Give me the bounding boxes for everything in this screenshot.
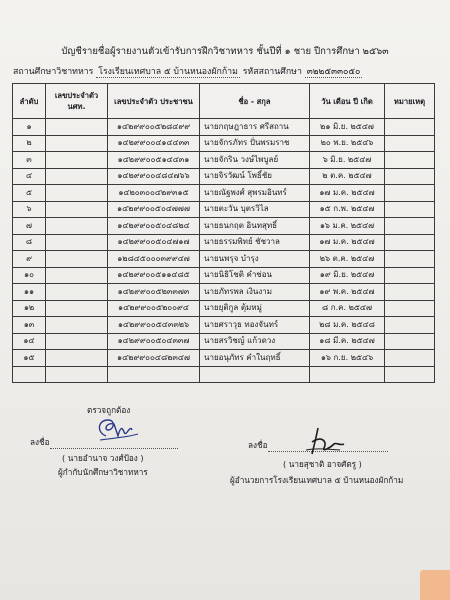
cell-note [385, 218, 435, 235]
table-row [13, 251, 435, 268]
left-signer-name: ( นายอำนาจ วงศ์ป้อง ) [62, 453, 144, 463]
cell-id: ๑๔๒๙๙๐๐๕๔๓๓๒๖ [108, 317, 200, 334]
cell-dob: ๑๘ มี.ค. ๒๕๔๗ [310, 333, 385, 350]
table-row [13, 201, 435, 218]
cell-name [200, 366, 310, 383]
cell-note [385, 267, 435, 284]
cell-no: ๗ [13, 218, 46, 235]
cell-no: ๙ [13, 251, 46, 268]
cell-note [385, 366, 435, 383]
table-row [13, 152, 435, 169]
cell-nst [46, 267, 108, 284]
header-note: หมายเหตุ [385, 84, 435, 119]
header-no: ลำดับ [13, 84, 46, 119]
cell-id: ๑๔๒๙๙๐๐๕๐๔๗๗๗ [108, 201, 200, 218]
cell-dob: ๑๕ ก.พ. ๒๕๔๗ [310, 201, 385, 218]
cell-dob: ๑๙ มิ.ย. ๒๕๔๗ [310, 267, 385, 284]
table-row [13, 267, 435, 284]
cell-id: ๑๔๒๙๙๐๐๕๒๐๐๙๔ [108, 300, 200, 317]
cell-dob: ๑๗ ม.ค. ๒๕๔๗ [310, 185, 385, 202]
cell-id: ๑๔๒๙๙๐๐๕๑๔๔๓๑ [108, 152, 200, 169]
cell-name: นายณัฐพงศ์ สุพรมอินทร์ [200, 185, 310, 202]
cell-id: ๑๔๒๙๙๐๐๕๐๔๗๑๗ [108, 234, 200, 251]
table-row [13, 366, 435, 383]
cell-id: ๑๔๒๙๙๐๐๔๑๔๔๓๓ [108, 135, 200, 152]
document-title: บัญชีรายชื่อผู้รายงานตัวเข้ารับการฝึกวิชาทหาร ชั้นปีที่ ๑ ชาย ปีการศึกษา ๒๕๖๓ [61, 46, 389, 57]
school-label: สถานศึกษาวิชาทหาร [13, 67, 94, 77]
header-dob: วัน เดือน ปี เกิด [310, 84, 385, 119]
table-row [13, 234, 435, 251]
cell-name: นายธนกฤต อินทสุทธิ์ [200, 218, 310, 235]
cell-no: ๑๐ [13, 267, 46, 284]
cell-no: ๑๓ [13, 317, 46, 334]
cell-dob: ๘ ก.ค. ๒๕๔๗ [310, 300, 385, 317]
table-row [13, 300, 435, 317]
cell-dob: ๑๗ ม.ค. ๒๕๔๗ [310, 234, 385, 251]
cell-note [385, 333, 435, 350]
right-signature-mark [300, 424, 350, 458]
cell-dob [310, 366, 385, 383]
cell-id: ๑๔๒๙๙๐๐๕๒๓๓๗๓ [108, 284, 200, 301]
table-row [13, 185, 435, 202]
cell-dob: ๒๑ มิ.ย. ๒๕๔๗ [310, 119, 385, 136]
cell-id: ๑๔๒๐๓๐๐๔๒๙๓๑๕ [108, 185, 200, 202]
cell-nst [46, 218, 108, 235]
cell-name: นายศราวุธ ทองจันทร์ [200, 317, 310, 334]
cell-no: ๑๕ [13, 350, 46, 367]
table-row [13, 119, 435, 136]
cell-nst [46, 333, 108, 350]
cell-name: นายสรวิชญ์ แก้วดวง [200, 333, 310, 350]
cell-no: ๑๔ [13, 333, 46, 350]
cell-nst [46, 300, 108, 317]
right-sign-label: ลงชื่อ [248, 440, 268, 450]
cell-no: ๑๒ [13, 300, 46, 317]
cell-note [385, 135, 435, 152]
cell-name: นายจิรวัฒน์ โพธิ์ชัย [200, 168, 310, 185]
table-row [13, 218, 435, 235]
cell-no: ๕ [13, 185, 46, 202]
left-signer-title: ผู้กำกับนักศึกษาวิชาทหาร [58, 467, 148, 477]
left-signature-mark [92, 416, 142, 444]
table-row [13, 135, 435, 152]
cell-note [385, 168, 435, 185]
cell-dob: ๒๘ ม.ค. ๒๕๔๘ [310, 317, 385, 334]
cell-no: ๔ [13, 168, 46, 185]
cell-name: นายยุติกูล ตุ้มหมู่ [200, 300, 310, 317]
cell-nst [46, 366, 108, 383]
school-code-label: รหัสสถานศึกษา [242, 67, 302, 77]
cell-note [385, 234, 435, 251]
cell-nst [46, 317, 108, 334]
cell-note [385, 119, 435, 136]
cell-nst [46, 119, 108, 136]
table-row [13, 333, 435, 350]
cell-note [385, 251, 435, 268]
table-row [13, 350, 435, 367]
right-signer-name: ( นายสุชาติ อาจศัตรู ) [283, 459, 362, 469]
cell-id: ๑๔๒๙๙๐๐๕๒๘๔๙๙ [108, 119, 200, 136]
header-name: ชื่อ - สกุล [200, 84, 310, 119]
cell-note [385, 350, 435, 367]
cell-dob: ๑๖ ม.ค. ๒๕๔๗ [310, 218, 385, 235]
cell-dob: ๒ ต.ค. ๒๕๔๗ [310, 168, 385, 185]
cell-id: ๑๒๘๔๕๐๐๐๓๙๙๔๗ [108, 251, 200, 268]
cell-nst [46, 201, 108, 218]
cell-dob: ๑๖ ก.ย. ๒๕๔๖ [310, 350, 385, 367]
table-row [13, 284, 435, 301]
school-info-line [13, 64, 443, 78]
cell-nst [46, 152, 108, 169]
cell-name: นายอนุภัทร คำในฤทธิ์ [200, 350, 310, 367]
cell-dob: ๒๖ ต.ค. ๒๕๔๗ [310, 251, 385, 268]
cell-note [385, 152, 435, 169]
cell-nst [46, 135, 108, 152]
cell-no: ๒ [13, 135, 46, 152]
cell-note [385, 185, 435, 202]
cell-note [385, 317, 435, 334]
cell-name: นายจักรภัทร ปั่นพรมราช [200, 135, 310, 152]
cell-nst [46, 168, 108, 185]
roster-table [12, 83, 435, 383]
cell-id: ๑๔๒๙๙๐๐๕๑๑๔๘๕ [108, 267, 200, 284]
cell-no [13, 366, 46, 383]
cell-name: นายจักริน วงษ์ไพบูลย์ [200, 152, 310, 169]
cell-no: ๑๑ [13, 284, 46, 301]
header-citizen-id: เลขประจำตัว ประชาชน [108, 84, 200, 119]
left-sign-label: ลงชื่อ [30, 437, 50, 447]
cell-id: ๑๔๒๙๙๐๐๔๘๔๗๖๖ [108, 168, 200, 185]
cell-dob: ๒๐ พ.ย. ๒๕๔๖ [310, 135, 385, 152]
cell-nst [46, 251, 108, 268]
cell-nst [46, 284, 108, 301]
cell-name: นายตะวัน บุตรวิไล [200, 201, 310, 218]
cell-nst [46, 234, 108, 251]
cell-name: นายกฤษฎาธาร ศรีสถาน [200, 119, 310, 136]
table-row [13, 168, 435, 185]
cell-nst [46, 350, 108, 367]
cell-no: ๑ [13, 119, 46, 136]
verify-label: ตรวจถูกต้อง [87, 405, 131, 415]
paper-corner [420, 570, 450, 600]
header-nst-id: เลขประจำตัว นศท. [46, 84, 108, 119]
cell-name: นายนิธิโชติ คำช่อน [200, 267, 310, 284]
cell-id: ๑๔๒๙๙๐๐๕๐๔๓๓๗ [108, 333, 200, 350]
cell-note [385, 284, 435, 301]
cell-dob: ๖ มิ.ย. ๒๕๔๗ [310, 152, 385, 169]
cell-name: นายนพรุจ บำรุง [200, 251, 310, 268]
table-body [13, 119, 435, 383]
table-row [13, 317, 435, 334]
cell-no: ๖ [13, 201, 46, 218]
cell-note [385, 201, 435, 218]
cell-nst [46, 185, 108, 202]
cell-no: ๓ [13, 152, 46, 169]
cell-name: นายภัทรพล เงินงาม [200, 284, 310, 301]
cell-note [385, 300, 435, 317]
cell-id [108, 366, 200, 383]
school-name: โรงเรียนเทศบาล ๕ บ้านหนองผักก้าม [98, 67, 238, 77]
right-signer-title: ผู้อำนวยการโรงเรียนเทศบาล ๕ บ้านหนองผักก้าม [230, 475, 404, 485]
cell-dob: ๑๙ พ.ค. ๒๕๔๗ [310, 284, 385, 301]
school-code: ๓๒๒๕๓๓๐๕๐ [306, 67, 361, 77]
cell-no: ๘ [13, 234, 46, 251]
table-header-row [13, 84, 435, 119]
cell-id: ๑๔๒๙๙๐๐๕๐๔๘๒๔ [108, 218, 200, 235]
cell-name: นายธรรมพิทย์ ชัชวาล [200, 234, 310, 251]
cell-id: ๑๔๒๙๙๐๐๔๘๒๓๔๗ [108, 350, 200, 367]
